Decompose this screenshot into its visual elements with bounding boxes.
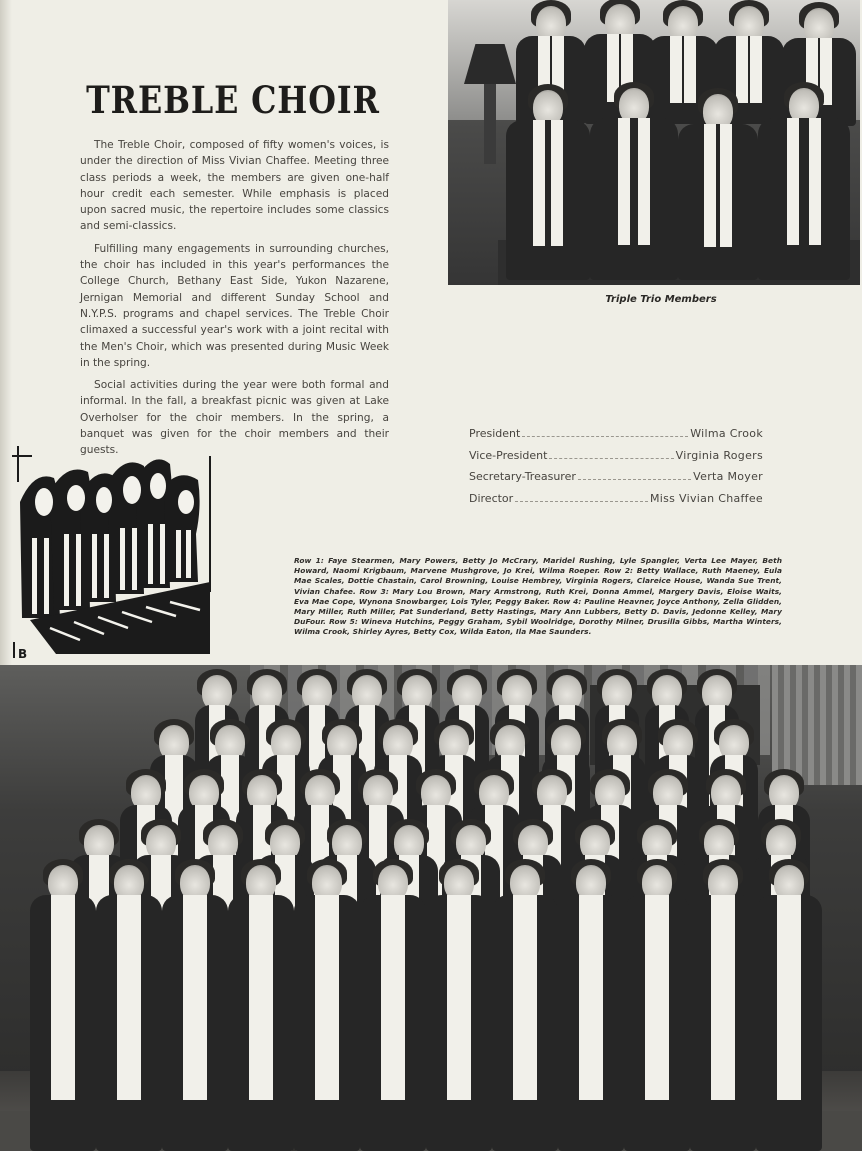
officer-row <box>469 427 763 449</box>
officer-row <box>469 449 763 471</box>
choir-singer <box>558 865 624 1151</box>
curtain <box>772 665 862 785</box>
officer-name: Wilma Crook <box>690 427 763 440</box>
dot-leader <box>515 501 648 502</box>
intro-text <box>80 137 389 465</box>
officer-role: Director <box>469 491 514 505</box>
choir-cartoon-drawing <box>10 442 218 662</box>
choir-singer <box>96 865 162 1151</box>
intro-paragraph: The Treble Choir, composed of fifty women's voices, is under the direction of Miss Vivian Chaffee. Meeting three class periods a week, the members are given one-half hour credit each semester. While emphasis is placed upon sacred music, the repertoire includes some classics and semi-classics. <box>80 139 389 233</box>
officer-row <box>469 470 763 492</box>
officer-name: Verta Moyer <box>693 470 763 483</box>
trio-singer <box>678 94 758 280</box>
trio-photo-caption: Triple Trio Members <box>605 294 717 305</box>
officer-role: Secretary-Treasurer <box>469 470 576 483</box>
page-title: TREBLE CHOIR <box>86 78 380 122</box>
choir-singer <box>492 865 558 1151</box>
officers-list <box>469 427 763 513</box>
trio-singer <box>590 88 678 280</box>
officer-role: President <box>469 427 521 440</box>
choir-singer <box>228 865 294 1151</box>
choir-singer <box>426 865 492 1151</box>
lamp-base <box>484 84 496 164</box>
drawing-signature: B <box>18 647 28 661</box>
officer-name: Virginia Rogers <box>675 448 763 462</box>
choir-singer <box>690 865 756 1151</box>
dot-leader <box>578 479 691 480</box>
officer-name: Miss Vivian Chaffee <box>650 491 763 505</box>
choir-singer <box>294 865 360 1151</box>
dot-leader <box>549 458 673 459</box>
treble-choir-group-photo <box>0 665 862 1151</box>
dot-leader <box>522 436 688 437</box>
trio-singer <box>758 88 850 280</box>
roster-caption: Row 1: Faye Stearmen, Mary Powers, Betty Jo McCrary, Maridel Rushing, Lyle Spangler, Verta Lee Mayer, Beth Howard, Naomi Krigbaum, Marvene Mushgrove, Jo Krei, Wilma Roeper. Row 2: Betty Wallace, Ruth Maeney, Eula Mae Scales, Dottie Chastain, Carol Browning, Louise Hembrey, Virginia Rogers, Clareice House, Wanda Sue Trent, Vivian Chafee. Row 3: Mary Lou Brown, Mary Armstrong, Ruth Krei, Donna Ammel, Margery Davis, Eloise Waits, Eva Mae Cope, Wynona Snowbarger, Lois Tyler, Peggy Baker. Row 4: Pauline Heavner, Joyce Anthony, Zella Glidden, Mary Miller, Ruth Miller, Pat Sunderland, Betty Hastings, Mary Ann Lubbers, Betty D. Davis, Jedonne Kelley, Mary DuFour. Row 5: Wineva Hutchins, Peggy Graham, Sybil Woolridge, Dorothy Milner, Drusilla Gibbs, Martha Winters, Wilma Crook, Shirley Ayres, Betty Cox, Wilda Eaton, Ila Mae Saunders. <box>294 556 782 637</box>
choir-singer <box>30 865 96 1151</box>
intro-paragraph: Fulfilling many engagements in surrounding churches, the choir has included in this year's performances the College Church, Bethany East Side, Yukon Nazarene, Jernigan Memorial and different Sunday School and N.Y.P.S. programs and chapel services. The Treble Choir climaxed a successful year's work with a joint recital with the Men's Choir, which was presented during Music Week in the spring. <box>80 242 389 369</box>
trio-singer <box>506 90 590 280</box>
choir-singer <box>756 865 822 1151</box>
triple-trio-photo <box>448 0 860 285</box>
officer-row <box>469 492 763 514</box>
choir-singer <box>360 865 426 1151</box>
officer-role: Vice-President <box>469 448 548 462</box>
choir-singer <box>624 865 690 1151</box>
intro-paragraph: Social activities during the year were both formal and informal. In the fall, a breakfast picnic was given at Lake Overholser for the choir members. In the spring, a banquet was given for the choir members and their guests. <box>80 379 389 457</box>
choir-singer <box>162 865 228 1151</box>
